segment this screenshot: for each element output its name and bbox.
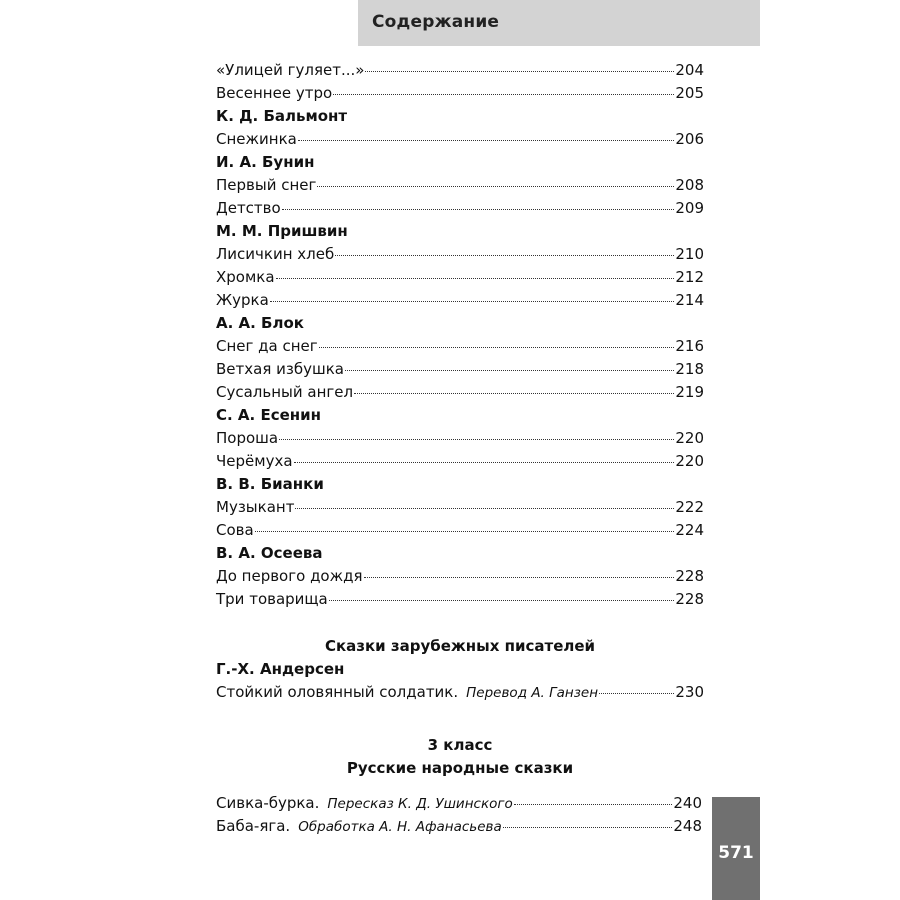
entry-title: Детство bbox=[216, 199, 281, 217]
toc-entry bbox=[216, 381, 704, 404]
entry-title: Три товарища bbox=[216, 590, 328, 608]
author-heading: В. В. Бианки bbox=[216, 475, 324, 493]
dot-leader bbox=[279, 439, 674, 440]
entry-title: До первого дождя bbox=[216, 567, 363, 585]
toc-entry bbox=[216, 128, 704, 151]
entry-page-number: 216 bbox=[675, 337, 704, 355]
entry-page-number: 218 bbox=[675, 360, 704, 378]
dot-leader bbox=[319, 347, 675, 348]
author-heading: В. А. Осеева bbox=[216, 544, 323, 562]
entry-title: Сивка-бурка. bbox=[216, 794, 320, 812]
toc-entry bbox=[216, 496, 704, 519]
entry-page-number: 210 bbox=[675, 245, 704, 263]
entry-title: Хромка bbox=[216, 268, 275, 286]
toc-entry bbox=[216, 358, 704, 381]
dot-leader bbox=[354, 393, 674, 394]
dot-leader bbox=[365, 71, 674, 72]
entry-title: Журка bbox=[216, 291, 269, 309]
toc-entry bbox=[216, 174, 704, 197]
entry-page-number: 206 bbox=[675, 130, 704, 148]
toc-entry bbox=[216, 681, 704, 704]
toc-entry-list bbox=[216, 681, 704, 704]
toc-entry bbox=[216, 59, 704, 82]
dot-leader bbox=[295, 508, 674, 509]
entry-page-number: 240 bbox=[673, 794, 702, 812]
toc-entry bbox=[216, 565, 704, 588]
entry-page-number: 209 bbox=[675, 199, 704, 217]
entry-title: Снег да снег bbox=[216, 337, 318, 355]
entry-title: «Улицей гуляет...» bbox=[216, 61, 365, 79]
toc-entry bbox=[216, 289, 704, 312]
entry-title: Сова bbox=[216, 521, 254, 539]
entry-title: Ветхая избушка bbox=[216, 360, 344, 378]
entry-page-number: 214 bbox=[675, 291, 704, 309]
entry-page-number: 220 bbox=[675, 452, 704, 470]
dot-leader bbox=[514, 804, 673, 805]
entry-page-number: 220 bbox=[675, 429, 704, 447]
entry-title: Пороша bbox=[216, 429, 279, 447]
entry-title: Сусальный ангел bbox=[216, 383, 354, 401]
entry-page-number: 248 bbox=[673, 817, 702, 835]
entry-title: Лисичкин хлеб bbox=[216, 245, 335, 263]
entry-page-number: 230 bbox=[675, 683, 704, 701]
entry-page-number: 208 bbox=[675, 176, 704, 194]
section-heading: Сказки зарубежных писателей bbox=[324, 637, 596, 655]
entry-page-number: 224 bbox=[675, 521, 704, 539]
entry-page-number: 228 bbox=[675, 590, 704, 608]
entry-note: Перевод А. Ганзен bbox=[466, 685, 599, 701]
entry-title: Музыкант bbox=[216, 498, 295, 516]
dot-leader bbox=[503, 827, 673, 828]
entry-page-number: 205 bbox=[675, 84, 704, 102]
dot-leader bbox=[255, 531, 675, 532]
toc-entry bbox=[216, 450, 704, 473]
table-of-contents bbox=[216, 59, 704, 838]
toc-group-list bbox=[216, 59, 704, 611]
entry-page-number: 212 bbox=[675, 268, 704, 286]
dot-leader bbox=[298, 140, 675, 141]
dot-leader bbox=[270, 301, 675, 302]
entry-title: Черёмуха bbox=[216, 452, 293, 470]
page-number: 571 bbox=[718, 843, 754, 863]
entry-note: Обработка А. Н. Афанасьева bbox=[298, 819, 502, 835]
dot-leader bbox=[364, 577, 675, 578]
author-heading: К. Д. Бальмонт bbox=[216, 107, 348, 125]
dot-leader bbox=[276, 278, 675, 279]
toc-entry bbox=[216, 197, 704, 220]
entry-title: Баба-яга. bbox=[216, 817, 291, 835]
entry-page-number: 228 bbox=[675, 567, 704, 585]
entry-title: Весеннее утро bbox=[216, 84, 333, 102]
entry-page-number: 204 bbox=[675, 61, 704, 79]
toc-entry-list bbox=[216, 792, 704, 838]
toc-entry bbox=[216, 82, 704, 105]
section-heading: Русские народные сказки bbox=[346, 759, 574, 777]
entry-page-number: 219 bbox=[675, 383, 704, 401]
toc-entry bbox=[216, 266, 704, 289]
dot-leader bbox=[294, 462, 675, 463]
entry-title: Первый снег bbox=[216, 176, 317, 194]
toc-entry bbox=[216, 588, 704, 611]
toc-entry bbox=[216, 815, 702, 838]
dot-leader bbox=[317, 186, 674, 187]
entry-note: Пересказ К. Д. Ушинского bbox=[327, 796, 513, 812]
entry-title: Стойкий оловянный солдатик. bbox=[216, 683, 459, 701]
dot-leader bbox=[333, 94, 674, 95]
author-heading: С. А. Есенин bbox=[216, 406, 322, 424]
page-title: Содержание bbox=[372, 12, 500, 32]
toc-entry bbox=[216, 427, 704, 450]
toc-entry bbox=[216, 243, 704, 266]
toc-entry bbox=[216, 792, 702, 815]
entry-page-number: 222 bbox=[675, 498, 704, 516]
author-heading: А. А. Блок bbox=[216, 314, 304, 332]
dot-leader bbox=[345, 370, 674, 371]
toc-entry bbox=[216, 519, 704, 542]
dot-leader bbox=[329, 600, 675, 601]
entry-title: Снежинка bbox=[216, 130, 297, 148]
author-heading: М. М. Пришвин bbox=[216, 222, 348, 240]
author-heading: И. А. Бунин bbox=[216, 153, 315, 171]
grade-heading: 3 класс bbox=[427, 736, 493, 754]
author-heading: Г.-Х. Андерсен bbox=[216, 660, 345, 678]
dot-leader bbox=[599, 693, 674, 694]
dot-leader bbox=[282, 209, 675, 210]
toc-entry bbox=[216, 335, 704, 358]
dot-leader bbox=[335, 255, 674, 256]
